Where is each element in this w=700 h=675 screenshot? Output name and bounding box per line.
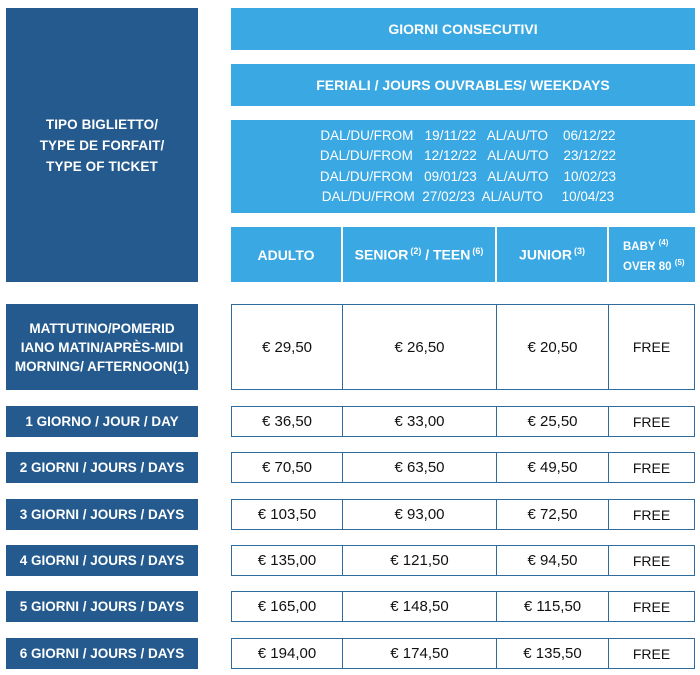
price-baby-over80	[608, 545, 695, 576]
price-text: FREE	[632, 552, 671, 569]
price-junior	[496, 304, 609, 390]
price-text: € 93,00	[394, 506, 445, 523]
baby-label: BABY	[623, 240, 656, 253]
row-label-text: 3 GIORNI / JOURS / DAYS	[19, 507, 185, 522]
senior-note: (2)	[410, 246, 422, 257]
price-baby-over80	[608, 591, 695, 622]
row-label-6-days	[6, 638, 198, 669]
price-senior-teen	[342, 638, 497, 669]
price-text: € 94,50	[527, 552, 578, 569]
row-label-text: 6 GIORNI / JOURS / DAYS	[19, 646, 185, 661]
price-adulto	[231, 406, 343, 437]
price-senior-teen	[342, 545, 497, 576]
row-label-text: 2 GIORNI / JOURS / DAYS	[19, 460, 185, 475]
price-text: € 121,50	[390, 552, 449, 569]
price-text: € 135,00	[257, 552, 317, 569]
price-text: € 135,50	[523, 645, 582, 662]
baby-note: (4)	[658, 237, 669, 247]
price-text: € 29,50	[261, 338, 313, 356]
price-text: FREE	[632, 598, 671, 615]
price-text: € 26,50	[394, 338, 445, 356]
date-range-4: DAL/DU/FROM 27/02/23 AL/AU/TO 10/04/23	[321, 189, 615, 204]
price-junior	[496, 638, 609, 669]
price-senior-teen	[342, 452, 497, 483]
row-label-3-days	[6, 499, 198, 530]
ticket-type-line-1: TIPO BIGLIETTO/	[45, 116, 159, 132]
price-senior-teen	[342, 406, 497, 437]
row-label-text: 4 GIORNI / JOURS / DAYS	[19, 553, 185, 568]
over80-note: (5)	[674, 257, 685, 267]
date-range-2: DAL/DU/FROM 12/12/22 AL/AU/TO 23/12/22	[319, 148, 617, 163]
over80-label: OVER 80	[623, 260, 672, 273]
price-text: € 194,00	[257, 645, 317, 662]
price-text: € 103,50	[257, 506, 317, 523]
ticket-type-line-2: TYPE DE FORFAIT/	[39, 137, 165, 153]
price-baby-over80	[608, 499, 695, 530]
col-header-adulto	[231, 227, 341, 282]
col-header-adulto-text: ADULTO	[257, 246, 315, 263]
ticket-type-header	[6, 8, 198, 282]
price-senior-teen	[342, 591, 497, 622]
row-label-2-days	[6, 452, 198, 483]
weekdays-title	[231, 64, 695, 106]
price-text: FREE	[632, 413, 671, 430]
price-text: FREE	[632, 645, 671, 662]
price-text: FREE	[632, 339, 671, 355]
price-text: € 36,50	[261, 413, 313, 430]
price-adulto	[231, 638, 343, 669]
price-adulto	[231, 591, 343, 622]
price-text: € 115,50	[523, 598, 582, 615]
row-label-1-day	[6, 406, 198, 437]
price-junior	[496, 591, 609, 622]
price-text: € 70,50	[261, 459, 313, 476]
price-senior-teen	[342, 499, 497, 530]
ticket-type-line-3: TYPE OF TICKET	[46, 158, 158, 174]
col-header-baby-over80	[609, 227, 695, 282]
row-label-text: 1 GIORNO / JOUR / DAY	[25, 414, 179, 429]
date-range-3: DAL/DU/FROM 09/01/23 AL/AU/TO 10/02/23	[319, 168, 617, 184]
price-text: € 148,50	[390, 598, 449, 615]
price-text: € 72,50	[527, 506, 578, 523]
period-title	[231, 8, 695, 50]
price-adulto	[231, 545, 343, 576]
price-adulto	[231, 452, 343, 483]
weekdays-title-text: FERIALI / JOURS OUVRABLES/ WEEKDAYS	[316, 77, 610, 93]
price-baby-over80	[608, 304, 695, 390]
row-label-5-days	[6, 591, 198, 622]
junior-label: JUNIOR	[519, 246, 572, 263]
price-text: FREE	[632, 506, 671, 523]
price-junior	[496, 406, 609, 437]
date-ranges	[231, 120, 695, 213]
price-text: € 174,50	[390, 645, 449, 662]
senior-label: SENIOR	[354, 246, 409, 263]
row-label-text: 5 GIORNI / JOURS / DAYS	[19, 599, 185, 614]
row-label-4-days	[6, 545, 198, 576]
price-text: € 63,50	[394, 459, 445, 476]
col-header-junior	[497, 227, 607, 282]
price-adulto	[231, 304, 343, 390]
junior-note: (3)	[573, 246, 585, 257]
price-junior	[496, 452, 609, 483]
date-range-1: DAL/DU/FROM 19/11/22 AL/AU/TO 06/12/22	[320, 127, 616, 143]
price-junior	[496, 499, 609, 530]
row-label-morning-afternoon	[6, 304, 198, 390]
price-text: € 25,50	[527, 413, 578, 430]
price-adulto	[231, 499, 343, 530]
price-baby-over80	[608, 638, 695, 669]
col-header-senior-teen	[343, 227, 495, 282]
teen-note: (6)	[472, 246, 484, 257]
price-junior	[496, 545, 609, 576]
row-label-text: MATTUTINO/POMERID IANO MATIN/APRÈS-MIDI MORNING/ AFTERNOON(1)	[14, 320, 190, 374]
price-text: FREE	[632, 459, 671, 476]
price-baby-over80	[608, 452, 695, 483]
price-senior-teen	[342, 304, 497, 390]
teen-label: / TEEN	[421, 246, 471, 263]
price-baby-over80	[608, 406, 695, 437]
price-text: € 20,50	[527, 338, 578, 356]
period-title-text: GIORNI CONSECUTIVI	[388, 21, 538, 37]
price-text: € 49,50	[527, 459, 578, 476]
price-text: € 33,00	[394, 413, 445, 430]
price-text: € 165,00	[257, 598, 317, 615]
